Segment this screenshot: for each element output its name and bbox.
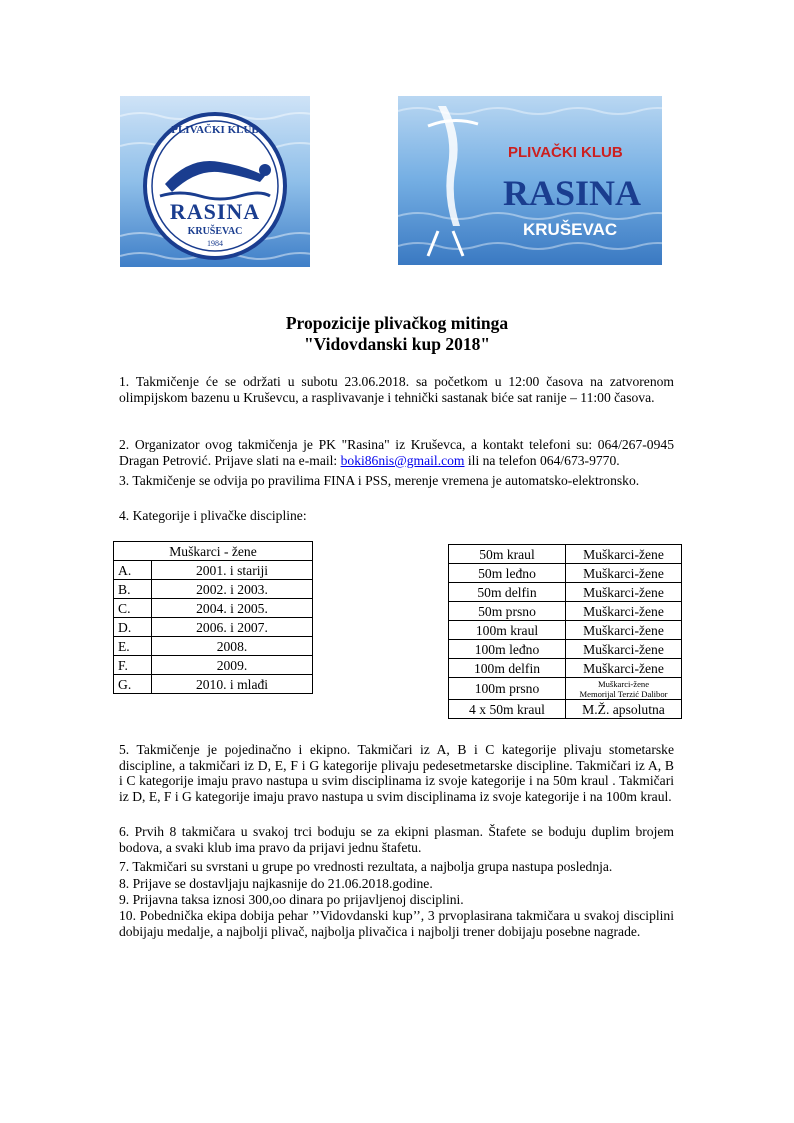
logo-left-line3: KRUŠEVAC: [187, 226, 243, 237]
page-title: Propozicije plivačkog mitinga: [285, 313, 509, 333]
discipline-gender: Muškarci-žene: [566, 602, 682, 621]
category-letter: G.: [114, 675, 152, 694]
table-row: [449, 659, 682, 678]
relay-name: 4 x 50m kraul: [449, 700, 566, 719]
memorial-label: Memorijal Terzić Dalibor: [579, 688, 668, 699]
relay-category: M.Ž. apsolutna: [566, 700, 682, 719]
logo-right-line2: RASINA: [503, 173, 642, 213]
category-letter: E.: [114, 637, 152, 656]
category-letter: A.: [114, 561, 152, 580]
discipline-name: 100m delfin: [449, 659, 566, 678]
paragraph-2: [119, 437, 674, 468]
logo-left-line2: RASINA: [169, 199, 261, 224]
category-years: 2001. i stariji: [152, 561, 313, 580]
table-row: [449, 678, 682, 700]
table-row: [114, 561, 313, 580]
paragraph-1: 1. Takmičenje će se održati u subotu 23.06.2018. sa početkom u 12:00 časova na zatvorenom olimpijskom bazenu u Kruševcu, a rasplivavanje i tehnički sastanak biće sat ranije – 11:00 časova.: [119, 374, 674, 405]
category-letter: B.: [114, 580, 152, 599]
table-row: [449, 640, 682, 659]
paragraph-4: 4. Kategorije i plivačke discipline:: [119, 508, 307, 523]
discipline-name: 50m leđno: [449, 564, 566, 583]
page-subtitle: "Vidovdanski kup 2018": [303, 334, 491, 354]
discipline-gender: Muškarci-žene: [566, 640, 682, 659]
logo-right-line3: KRUŠEVAC: [523, 220, 618, 239]
table-row: [114, 618, 313, 637]
table-row: [449, 583, 682, 602]
category-letter: F.: [114, 656, 152, 675]
paragraph-7: 7. Takmičari su svrstani u grupe po vrednosti rezultata, a najbolja grupa nastupa poslednja.: [119, 859, 613, 874]
category-years: 2002. i 2003.: [152, 580, 313, 599]
club-logo-round: [120, 96, 310, 267]
discipline-gender: Muškarci-žene: [597, 678, 650, 689]
paragraph-3: 3. Takmičenje se odvija po pravilima FINA i PSS, merenje vremena je automatsko-elektronsko.: [119, 473, 640, 488]
paragraph-6: 6. Prvih 8 takmičara u svakoj trci boduju se za ekipni plasman. Štafete se boduju duplim brojem bodova, a svaki klub ima pravo da prijavi jednu štafetu.: [119, 824, 674, 855]
discipline-name: 100m leđno: [449, 640, 566, 659]
category-letter: D.: [114, 618, 152, 637]
table-row: [449, 545, 682, 564]
table-row: [449, 602, 682, 621]
paragraph-8: 8. Prijave se dostavljaju najkasnije do 21.06.2018.godine.: [119, 876, 433, 891]
discipline-name: 100m kraul: [449, 621, 566, 640]
table-row: [114, 580, 313, 599]
table-row: [114, 637, 313, 656]
table-row: [114, 599, 313, 618]
discipline-name: 100m prsno: [449, 678, 566, 700]
category-letter: C.: [114, 599, 152, 618]
club-logo-banner: [398, 96, 662, 265]
table-row: [449, 621, 682, 640]
paragraph-9: 9. Prijavna taksa iznosi 300,oo dinara po prijavljenoj disciplini.: [119, 892, 464, 907]
discipline-gender: Muškarci-žene: [566, 545, 682, 564]
discipline-gender: Muškarci-žene: [566, 583, 682, 602]
table-row: [114, 656, 313, 675]
email-link[interactable]: boki86nis@gmail.com: [340, 452, 465, 468]
categories-header: Muškarci - žene: [114, 542, 313, 561]
paragraph-5: 5. Takmičenje je pojedinačno i ekipno. Takmičari iz A, B i C kategorije plivaju stometarske discipline, a takmičari iz D, E, F i G kategorije plivaju pedesetmetarske discipline. Takmičari iz A, B i C kategorije imaju pravo nastupa u svim disciplinama iz svoje kategorije i na 50m kraul . Takmičari iz D, E, F i G kategorije imaju pravo nastupa u svim disciplinama iz svoje kategorije i na 100m kraul.: [119, 742, 674, 805]
logo-right-line1: PLIVAČKI KLUB: [508, 144, 623, 161]
discipline-gender: Muškarci-žene: [566, 564, 682, 583]
categories-table: [113, 541, 313, 694]
paragraph-10: 10. Pobednička ekipa dobija pehar ’’Vidovdanski kup’’, 3 prvoplasirana takmičara u svakoj disciplini dobijaju medalje, a najbolji plivač, najbolja plivačica i najbolji trener dobijaju posebne nagrade.: [119, 908, 674, 939]
disciplines-table: [448, 544, 682, 719]
discipline-gender: Muškarci-žene: [566, 621, 682, 640]
discipline-name: 50m prsno: [449, 602, 566, 621]
discipline-name: 50m delfin: [449, 583, 566, 602]
table-row: [449, 700, 682, 719]
discipline-gender: Muškarci-žene: [566, 659, 682, 678]
discipline-name: 50m kraul: [449, 545, 566, 564]
paragraph-2-text-a: 2. Organizator ovog takmičenja je PK "Rasina" iz Kruševca, a kontakt telefoni su: 064/267-0945 Dragan Petrović. Prijave slati na e-mail:: [119, 437, 674, 468]
table-row: [114, 675, 313, 694]
discipline-gender-memorial: [566, 678, 682, 700]
category-years: 2006. i 2007.: [152, 618, 313, 637]
logo-left-line1: PLIVAČKI KLUB: [171, 124, 259, 136]
category-years: 2004. i 2005.: [152, 599, 313, 618]
table-row: [449, 564, 682, 583]
category-years: 2009.: [152, 656, 313, 675]
category-years: 2010. i mlađi: [152, 675, 313, 694]
paragraph-2-text-b: ili na telefon 064/673-9770.: [464, 452, 620, 468]
category-years: 2008.: [152, 637, 313, 656]
logo-left-line4: 1984: [207, 239, 223, 248]
